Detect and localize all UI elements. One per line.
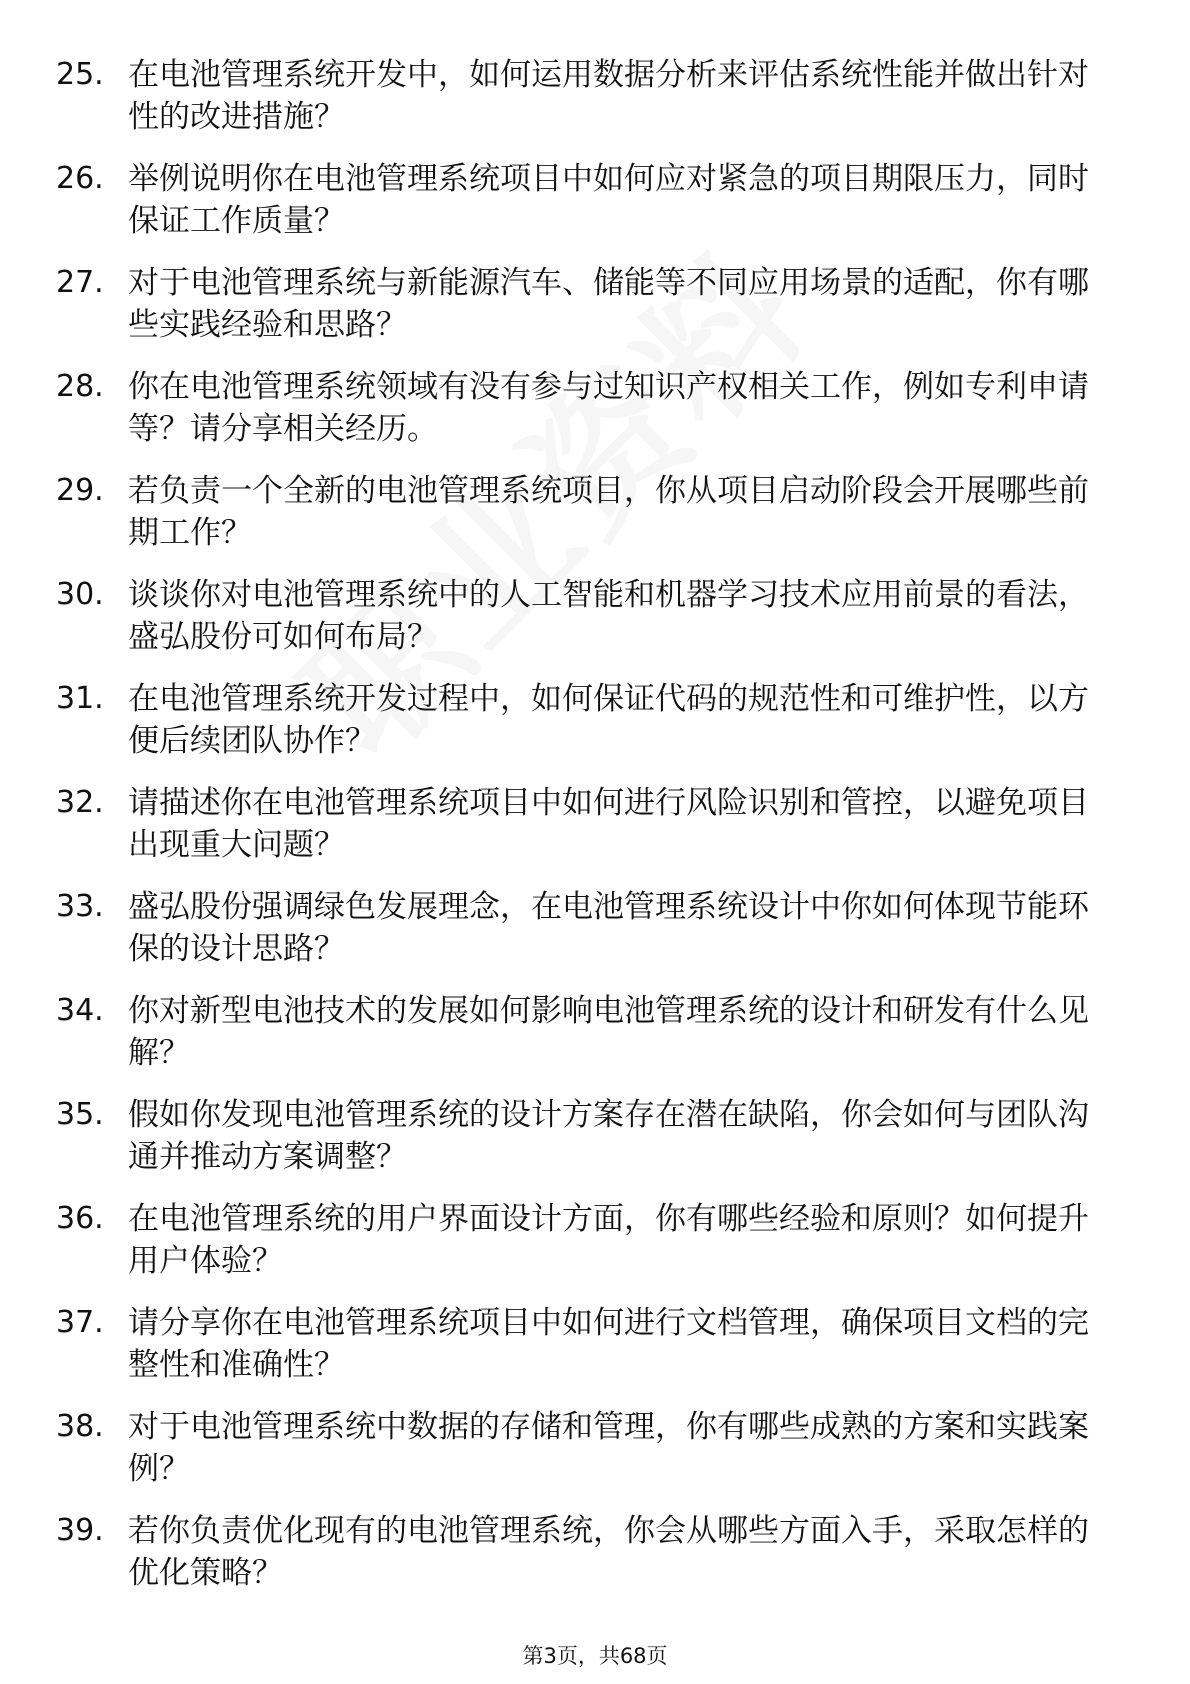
question-number: 39.	[56, 1513, 104, 1548]
question-text: 假如你发现电池管理系统的设计方案存在潜在缺陷，你会如何与团队沟通并推动方案调整？	[128, 1097, 1089, 1175]
question-number: 31.	[56, 681, 104, 716]
question-text: 对于电池管理系统中数据的存储和管理，你有哪些成熟的方案和实践案例？	[128, 1409, 1089, 1487]
question-number: 30.	[56, 577, 104, 612]
question-number: 36.	[56, 1201, 104, 1236]
question-number: 26.	[56, 161, 104, 196]
question-number: 32.	[56, 785, 104, 820]
question-text: 请分享你在电池管理系统项目中如何进行文档管理，确保项目文档的完整性和准确性？	[128, 1305, 1089, 1383]
question-text: 举例说明你在电池管理系统项目中如何应对紧急的项目期限压力，同时保证工作质量？	[128, 161, 1089, 239]
question-text: 对于电池管理系统与新能源汽车、储能等不同应用场景的适配，你有哪些实践经验和思路？	[128, 265, 1089, 343]
list-item	[0, 678, 1190, 782]
question-text: 你对新型电池技术的发展如何影响电池管理系统的设计和研发有什么见解？	[128, 993, 1089, 1071]
list-item	[0, 158, 1190, 262]
list-item	[0, 1406, 1190, 1510]
list-item	[0, 262, 1190, 366]
question-number: 29.	[56, 473, 104, 508]
question-number: 25.	[56, 57, 104, 92]
question-text: 你在电池管理系统领域有没有参与过知识产权相关工作，例如专利申请等？请分享相关经历。	[128, 369, 1089, 447]
question-text: 在电池管理系统开发过程中，如何保证代码的规范性和可维护性，以方便后续团队协作？	[128, 681, 1089, 759]
question-text: 若你负责优化现有的电池管理系统，你会从哪些方面入手，采取怎样的优化策略？	[128, 1513, 1089, 1591]
question-number: 34.	[56, 993, 104, 1028]
question-text: 在电池管理系统开发中，如何运用数据分析来评估系统性能并做出针对性的改进措施？	[128, 57, 1089, 135]
list-item	[0, 54, 1190, 158]
question-number: 35.	[56, 1097, 104, 1132]
question-text: 请描述你在电池管理系统项目中如何进行风险识别和管控，以避免项目出现重大问题？	[128, 785, 1089, 863]
list-item	[0, 990, 1190, 1094]
list-item	[0, 1302, 1190, 1406]
question-number: 37.	[56, 1305, 104, 1340]
question-list	[0, 54, 1190, 1614]
question-text: 谈谈你对电池管理系统中的人工智能和机器学习技术应用前景的看法，盛弘股份可如何布局？	[128, 577, 1089, 655]
list-item	[0, 886, 1190, 990]
question-number: 33.	[56, 889, 104, 924]
list-item	[0, 366, 1190, 470]
list-item	[0, 470, 1190, 574]
question-number: 27.	[56, 265, 104, 300]
list-item	[0, 782, 1190, 886]
list-item	[0, 1510, 1190, 1614]
question-number: 28.	[56, 369, 104, 404]
question-text: 在电池管理系统的用户界面设计方面，你有哪些经验和原则？如何提升用户体验？	[128, 1201, 1089, 1279]
list-item	[0, 574, 1190, 678]
list-item	[0, 1094, 1190, 1198]
question-text: 若负责一个全新的电池管理系统项目，你从项目启动阶段会开展哪些前期工作？	[128, 473, 1089, 551]
question-number: 38.	[56, 1409, 104, 1444]
list-item	[0, 1198, 1190, 1302]
page-footer: 第3页，共68页	[522, 1644, 668, 1668]
question-text: 盛弘股份强调绿色发展理念，在电池管理系统设计中你如何体现节能环保的设计思路？	[128, 889, 1089, 967]
